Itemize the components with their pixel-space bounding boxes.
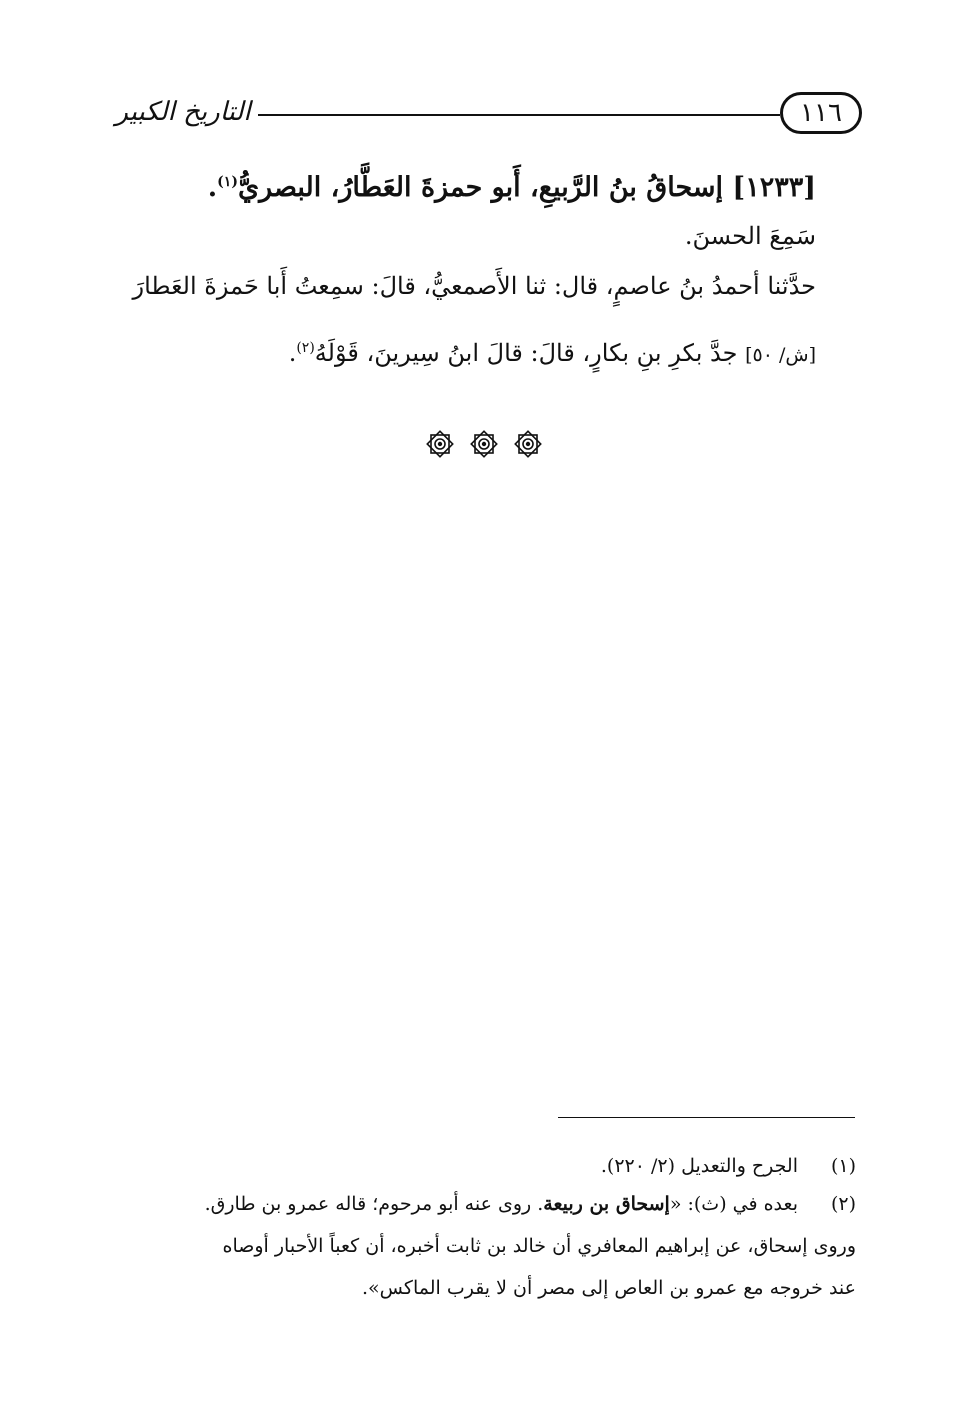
footnote-2-line-3: عند خروجه مع عمرو بن العاص إلى مصر أن لا يقرب الماكس». (362, 1277, 856, 1299)
footnote-2 (116, 1186, 856, 1222)
footnote-separator (558, 1117, 855, 1118)
page-number: ١١٦ (780, 92, 862, 134)
footnote-2-line-2: وروى إسحاق، عن إبراهيم المعافري أن خالد بن ثابت أخبره، أن كعباً الأحبار أوصاه (222, 1235, 856, 1257)
entry-name: إسحاقُ بنُ الرَّبيعِ، أَبو حمزةَ العَطَّارُ، البصريُّ (237, 172, 724, 203)
flower-ornament-icon (424, 428, 456, 460)
footnote-2-rest: . روى عنه أبو مرحوم؛ قاله عمرو بن طارق. (204, 1193, 544, 1215)
narration-text-2: جدَّ بكرِ بنِ بكارٍ، قالَ: قالَ ابنُ سِيرينَ، قَوْلَهُ (314, 339, 738, 367)
footnote-2-bold-name: إسحاق بن ربيعة (543, 1193, 670, 1215)
flower-ornament-icon (468, 428, 500, 460)
footnote-2-number: (٢) (830, 1193, 856, 1215)
entry-heading (116, 158, 816, 212)
footnote-1-number: (١) (830, 1155, 856, 1177)
narration-end-punct: . (288, 339, 297, 367)
footnote-2-prefix: بعده في (ث): « (669, 1193, 798, 1215)
header-rule (258, 114, 780, 116)
narration-line-2 (96, 326, 816, 377)
footnote-1-text: الجرح والتعديل (٢/ ٢٢٠). (600, 1155, 798, 1177)
body-line-sami: سَمِعَ الحسنَ. (684, 222, 816, 250)
book-title: التاريخ الكبير (115, 97, 251, 127)
footnote-1 (116, 1148, 856, 1184)
manuscript-reference: [ش/ ٥٠] (745, 344, 816, 366)
flower-ornament-icon (512, 428, 544, 460)
ornament-row (424, 424, 544, 464)
entry-number: [١٢٣٣] (732, 172, 816, 203)
narration-line-1: حدَّثنا أحمدُ بنُ عاصمٍ، قال: ثنا الأَصمعيُّ، قالَ: سمِعتُ أَبا حَمزةَ العَطارَ (132, 272, 816, 300)
footnote-ref-2: (٢) (296, 340, 315, 356)
footnote-ref-1: (١) (217, 174, 238, 190)
entry-end-punct: . (207, 172, 218, 203)
